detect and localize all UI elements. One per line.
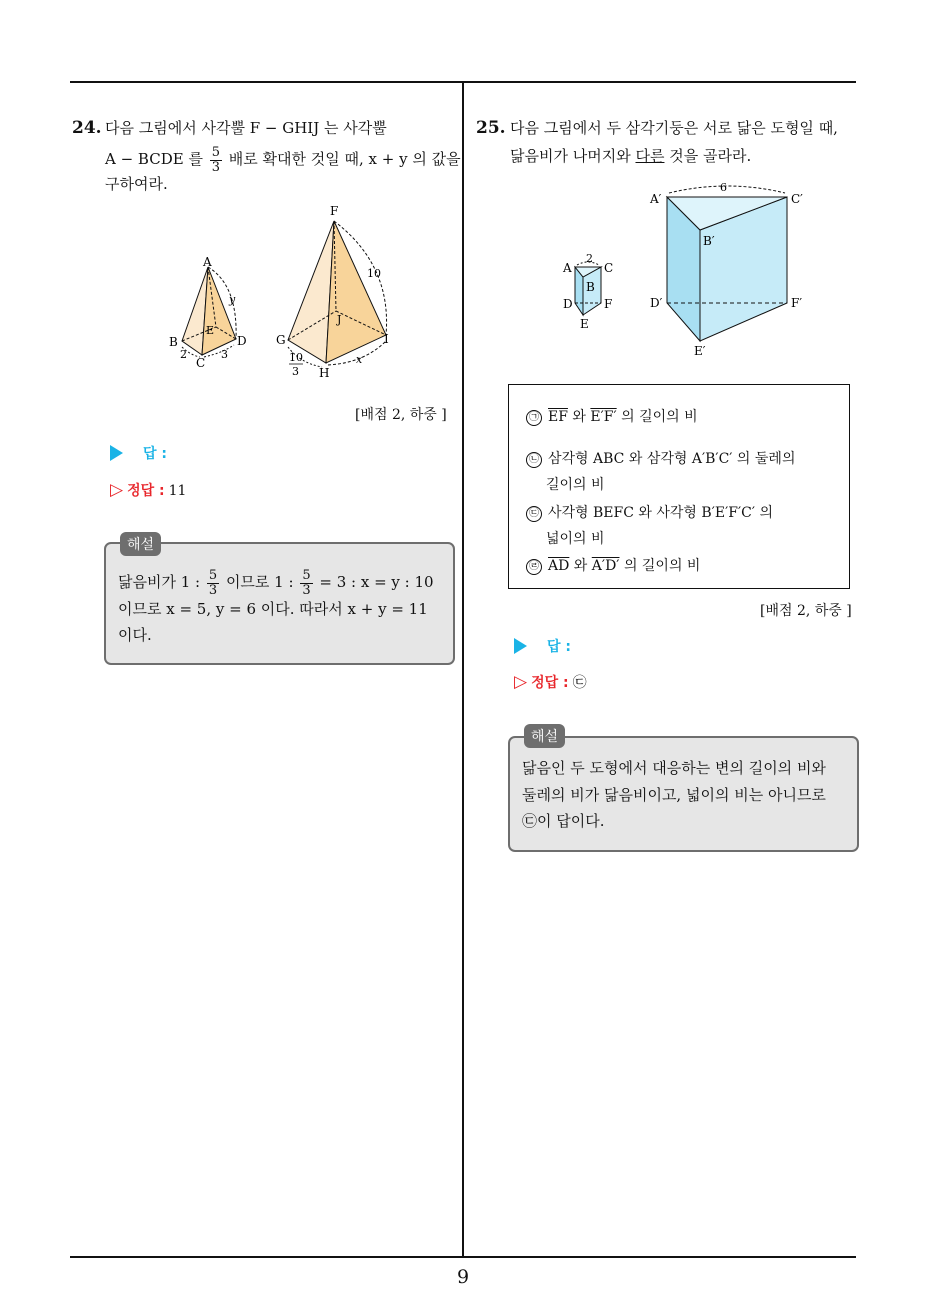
q25-explanation-tag: 해설	[524, 724, 565, 748]
q24-explanation-line3: 이다.	[118, 626, 152, 644]
question-24-line2: A − BCDE 를 $\frac{5}{3}$ 배로 확대한 것일 때, x + y 의 값을	[105, 144, 461, 175]
choice-2-line2: 길이의 비	[546, 477, 605, 493]
svg-text:3: 3	[221, 348, 228, 361]
q25-explanation-line3: ㉢이 답이다.	[522, 812, 605, 830]
choice-3[interactable]: ㉢ 사각형 BEFC 와 사각형 B′E′F′C′ 의	[526, 500, 773, 527]
q24-explanation-tag: 해설	[120, 532, 161, 556]
choice-2[interactable]: ㉡ 삼각형 ABC 와 삼각형 A′B′C′ 의 둘레의	[526, 446, 795, 473]
prisms-figure	[555, 175, 825, 365]
q24-explanation-line1: 닮음비가 1 : $\frac{5}{3}$ 이므로 1 : $\frac{5}{3}$ = 3 : x = y : 10	[118, 567, 434, 598]
q25-score: [배점 2, 하중 ]	[760, 603, 852, 619]
question-24-line1: 다음 그림에서 사각뿔 F − GHIJ 는 사각뿔	[105, 119, 387, 137]
svg-text:10: 10	[289, 351, 303, 364]
small-prism	[562, 252, 613, 331]
question-24-line3: 구하여라.	[105, 175, 168, 193]
svg-text:B: B	[169, 335, 178, 349]
svg-text:10: 10	[367, 267, 381, 280]
choice-4[interactable]: ㉣ $\overline{AD}$ 와 A′D′ 의 길이의 비	[526, 553, 700, 580]
svg-text:2: 2	[180, 348, 187, 361]
page-number: 9	[456, 1266, 470, 1288]
q24-explanation-line2: 이므로 x = 5, y = 6 이다. 따라서 x + y = 11	[118, 600, 428, 618]
q25-explanation-line1: 닮음인 두 도형에서 대응하는 변의 길이의 비와	[522, 759, 826, 777]
svg-text:E′: E′	[694, 344, 706, 358]
choice-1[interactable]: ㉠ $\overline{EF}$ 와 E′F′ 의 길이의 비	[526, 404, 698, 431]
svg-text:F: F	[330, 204, 339, 218]
q24-score: [배점 2, 하중 ]	[355, 407, 447, 423]
svg-text:C: C	[604, 261, 614, 275]
svg-text:D′: D′	[650, 296, 663, 310]
svg-text:6: 6	[720, 181, 727, 194]
svg-text:J: J	[337, 313, 342, 326]
svg-text:B: B	[586, 280, 595, 294]
svg-text:A: A	[563, 261, 572, 275]
svg-text:E: E	[580, 317, 589, 331]
svg-text:I: I	[384, 332, 389, 346]
question-25-line1: 다음 그림에서 두 삼각기둥은 서로 닮은 도형일 때,	[510, 119, 838, 137]
question-25-line2: 닮음비가 나머지와 다른 것을 골라라.	[510, 147, 752, 165]
pyramids-figure	[160, 195, 400, 385]
answer-triangle-icon	[110, 445, 123, 461]
svg-text:2: 2	[586, 252, 593, 265]
small-pyramid	[169, 255, 247, 370]
large-prism	[649, 181, 803, 358]
bottom-rule	[70, 1256, 856, 1258]
large-pyramid	[276, 204, 389, 380]
q25-explanation-line2: 둘레의 비가 닮음비이고, 넓이의 비는 아니므로	[522, 786, 826, 804]
q25-correct-answer: ▷ 정답 : ㉢	[514, 672, 587, 692]
svg-text:D: D	[563, 297, 573, 311]
outline-triangle-icon: ▷	[514, 672, 528, 692]
ratio-fraction: $\frac{5}{3}$	[211, 144, 221, 175]
svg-text:D: D	[237, 334, 247, 348]
svg-text:A′: A′	[650, 192, 662, 206]
q25-answer-label: 답 :	[514, 636, 571, 656]
svg-text:F: F	[604, 297, 613, 311]
q24-correct-answer: ▷ 정답 : 11	[110, 480, 187, 500]
question-24-number: 24.	[72, 118, 102, 138]
svg-text:C′: C′	[791, 192, 803, 206]
answer-triangle-icon	[514, 638, 527, 654]
svg-text:C: C	[196, 356, 206, 370]
svg-text:3: 3	[292, 365, 299, 378]
q24-answer-label: 답 :	[110, 443, 167, 463]
svg-text:A: A	[203, 255, 212, 269]
outline-triangle-icon: ▷	[110, 480, 124, 500]
question-25-number: 25.	[476, 118, 506, 138]
svg-text:B′: B′	[703, 234, 715, 248]
svg-text:E: E	[206, 324, 215, 337]
svg-text:H: H	[319, 366, 330, 380]
svg-text:x: x	[356, 353, 363, 366]
choice-3-line2: 넓이의 비	[546, 531, 605, 547]
svg-text:G: G	[276, 333, 286, 347]
column-divider	[462, 83, 464, 1256]
svg-text:y: y	[229, 293, 236, 306]
svg-text:F′: F′	[791, 296, 803, 310]
